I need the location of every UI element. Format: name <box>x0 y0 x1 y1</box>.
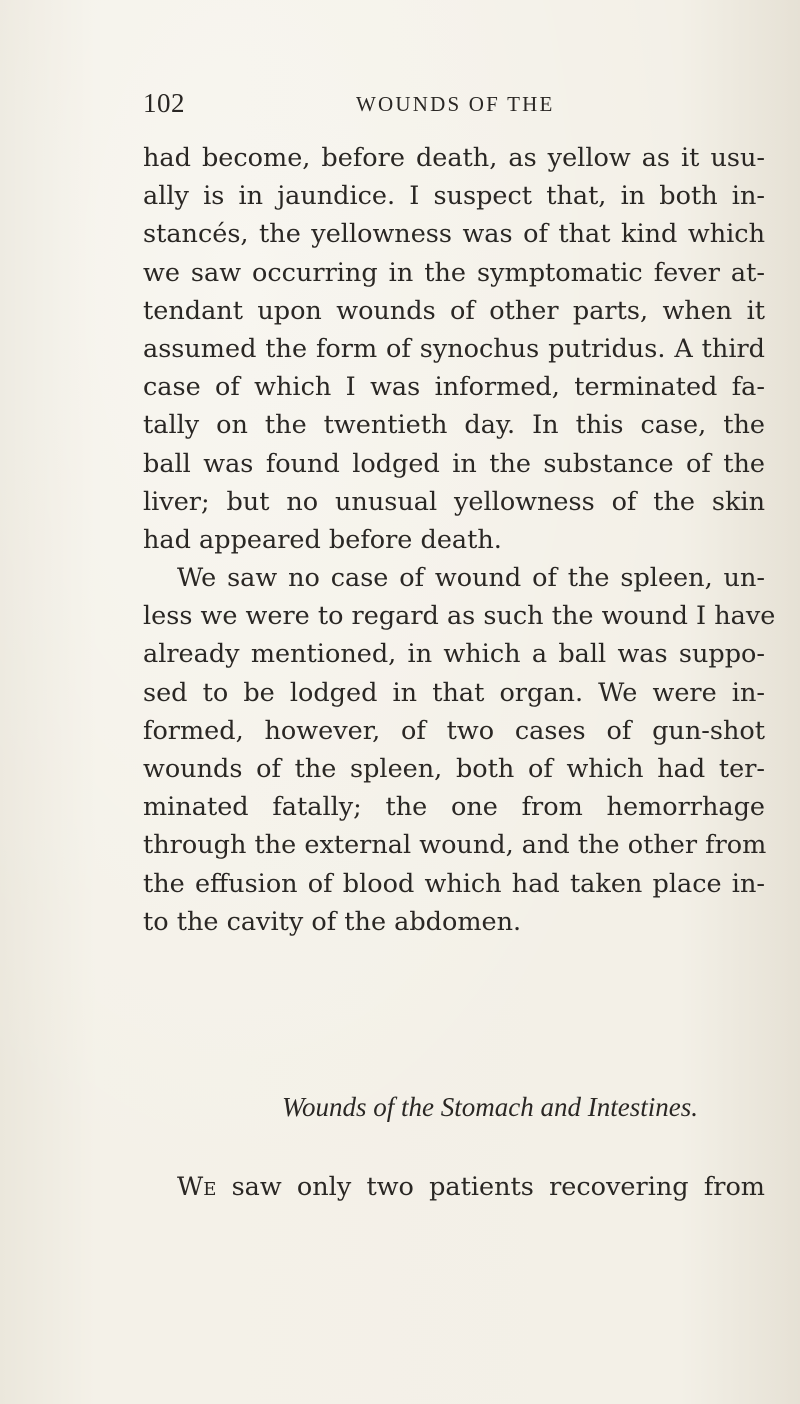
paragraph-2 <box>143 559 776 941</box>
text-line: sed to be lodged in that organ. We were in- <box>143 677 765 708</box>
text-line: We saw no case of wound of the spleen, un- <box>177 563 765 594</box>
text-line: to the cavity of the abdomen. <box>143 906 522 937</box>
text-line: assumed the form of synochus putridus. A third <box>143 333 765 364</box>
text-line: stancés, the yellowness was of that kind which <box>143 219 765 250</box>
text-line: the effusion of blood which had taken place in- <box>143 868 765 899</box>
text-line: ball was found lodged in the substance of the <box>143 448 765 479</box>
paragraph-1 <box>143 139 765 559</box>
running-head <box>143 88 743 122</box>
text-line: already mentioned, in which a ball was suppo- <box>143 639 765 670</box>
running-title: WOUNDS OF THE <box>356 92 555 116</box>
section-heading: Wounds of the Stomach and Intestines. <box>282 1092 698 1122</box>
text-line: tally on the twentieth day. In this case, the <box>143 410 765 441</box>
text-line: less we were to regard as such the wound I have <box>143 601 776 632</box>
text-line: liver; but no unusual yellowness of the skin <box>143 486 765 517</box>
drop-word: We <box>177 1172 217 1202</box>
text-line: wounds of the spleen, both of which had ter- <box>143 754 765 784</box>
page-number: 102 <box>143 88 185 118</box>
text-line: minated fatally; the one from hemorrhage <box>143 792 765 823</box>
text-line: through the external wound, and the other from <box>143 830 767 861</box>
text-line: had become, before death, as yellow as it usu- <box>143 143 765 173</box>
text-line: ally is in jaundice. I suspect that, in both in- <box>143 181 765 212</box>
text-line <box>177 1168 765 1206</box>
text-line: case of which I was informed, terminated fa- <box>143 372 765 403</box>
text-line: had appeared before death. <box>143 524 502 555</box>
line-rest: saw only two patients recovering from <box>216 1172 765 1202</box>
text-line: tendant upon wounds of other parts, when it <box>143 295 765 326</box>
body-text <box>143 139 776 941</box>
text-line: we saw occurring in the symptomatic fever at- <box>143 257 765 288</box>
text-line: formed, however, of two cases of gun-shot <box>143 715 765 746</box>
paragraph-3 <box>177 1168 765 1206</box>
